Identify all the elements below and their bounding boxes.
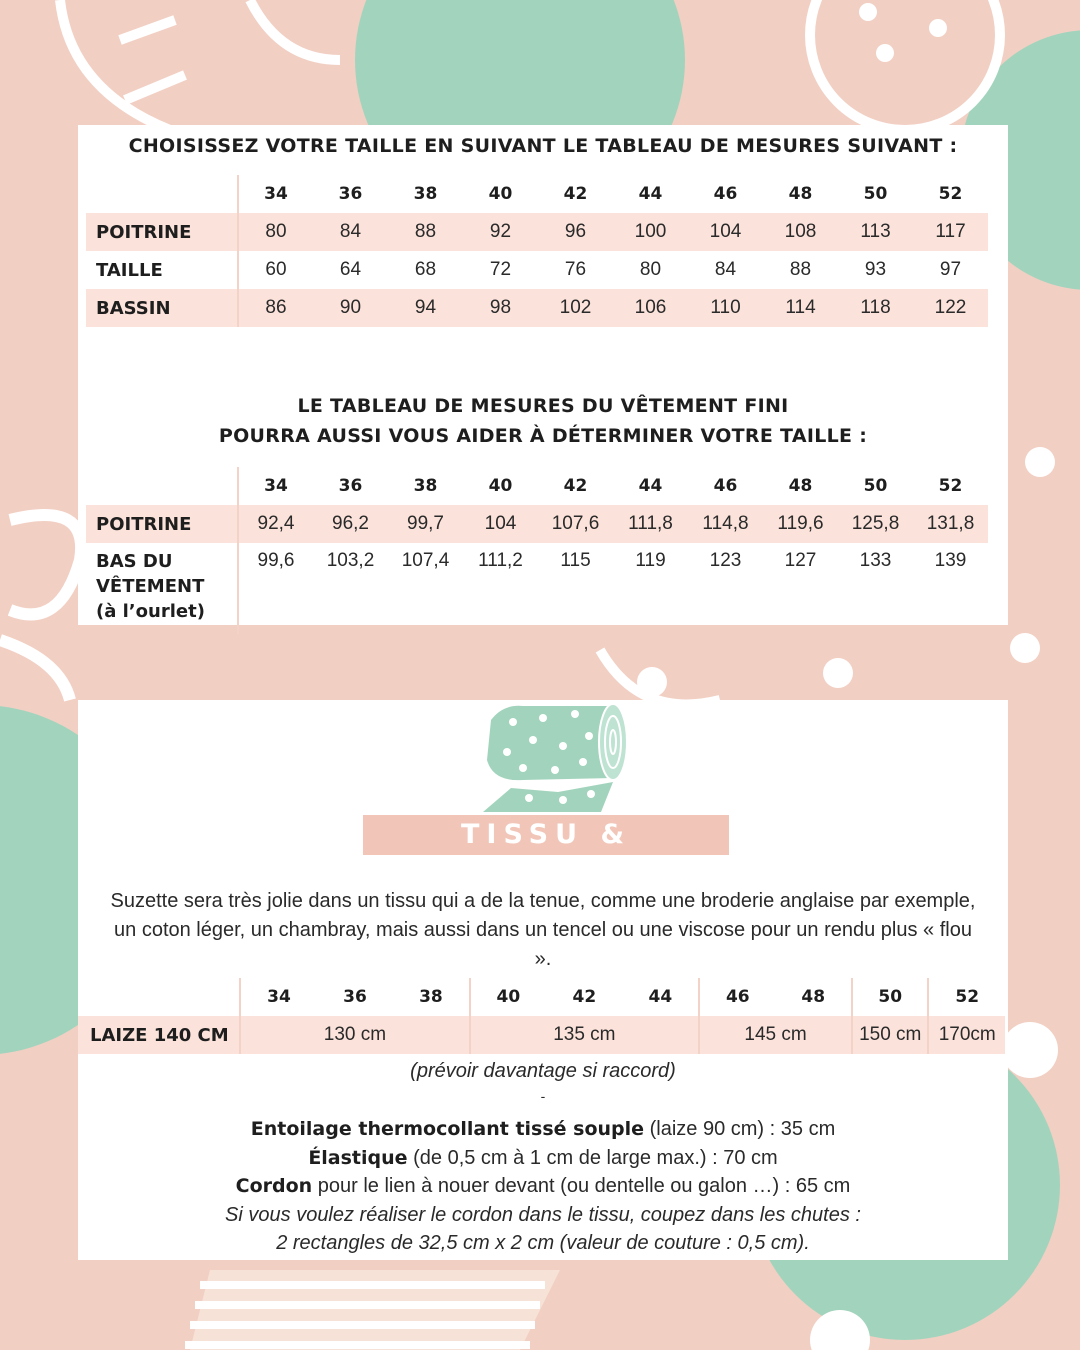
measurement-cell: 84 [313,213,388,251]
row-label: LAIZE 140 CM [78,1016,240,1054]
elastic-line [78,1144,1008,1173]
row-label: TAILLE [86,251,238,289]
cord-line [78,1172,1008,1201]
finished-garment-title-line1: LE TABLEAU DE MESURES DU VÊTEMENT FINI [297,395,789,417]
empty-header-cell [78,978,240,1016]
cord-tip-line1: Si vous voulez réaliser le cordon dans le tissu, coupez dans les chutes : [225,1203,861,1226]
size-header: 48 [788,476,813,496]
table-row [86,251,988,289]
measurement-cell: 119 [635,550,666,571]
row-label: BASSIN [86,289,238,327]
size-header: 46 [725,987,750,1007]
measurement-cell: 80 [639,259,662,280]
size-header: 44 [638,476,663,496]
measurement-cell: 68 [414,259,437,280]
measurement-cell: 100 [613,213,688,251]
size-header: 52 [938,476,963,496]
size-header: 46 [713,476,738,496]
measurement-cell: 114 [763,289,838,327]
size-header: 52 [938,184,963,204]
measurement-cell: 88 [388,213,463,251]
measurement-cell: 99,7 [388,505,463,543]
size-header: 38 [393,978,469,1016]
measurement-cell: 72 [489,259,512,280]
interfacing-line [78,1115,1008,1144]
size-header: 38 [413,476,438,496]
measurement-cell: 131,8 [913,505,988,543]
yardage-cell: 145 cm [699,1016,852,1054]
table-row [78,1016,1005,1054]
size-header: 40 [488,184,513,204]
measurement-cell: 122 [913,289,988,327]
measurement-cell: 114,8 [688,505,763,543]
measurement-cell: 104 [463,505,538,543]
yardage-cell: 170cm [928,1016,1005,1054]
measurement-cell: 111,2 [478,550,523,571]
measurement-cell: 115 [560,550,591,571]
fabric-description: Suzette sera très jolie dans un tissu qui a de la tenue, comme une broderie anglaise par exemple, un coton léger, un chambray, mais aussi dans un tencel ou une viscose pour un rendu plus « flou ». [110,890,976,970]
empty-header-cell [86,175,238,213]
measurement-cell: 107,6 [538,505,613,543]
size-header: 34 [264,184,288,204]
measurement-cell: 90 [313,289,388,327]
separator: - [540,1088,546,1104]
measurement-cell: 60 [265,259,287,280]
measurement-cell: 102 [538,289,613,327]
row-label [86,543,238,634]
measurement-cell: 123 [709,550,742,571]
cord-detail: pour le lien à nouer devant (ou dentelle ou galon …) : 65 cm [312,1175,851,1197]
table-row [86,289,988,327]
elastic-label: Élastique [308,1146,408,1169]
measurement-cell: 133 [859,550,892,571]
measurement-cell: 76 [564,259,587,280]
measurement-cell: 125,8 [838,505,913,543]
measurement-cell: 99,6 [257,550,295,571]
finished-garment-title-line2: POURRA AUSSI VOUS AIDER À DÉTERMINER VOTRE TAILLE : [218,425,868,447]
size-header: 50 [863,476,888,496]
body-measurements-title: CHOISISSEZ VOTRE TAILLE EN SUIVANT LE TABLEAU DE MESURES SUIVANT : [128,135,958,157]
interfacing-detail: (laize 90 cm) : 35 cm [644,1118,836,1140]
measurement-cell: 84 [714,259,737,280]
measurement-cell: 119,6 [763,505,838,543]
measurement-cell: 139 [934,550,967,571]
fabric-yardage-table [78,978,1005,1054]
table-row [86,543,988,634]
row-label-line: VÊTEMENT [96,576,205,597]
size-header: 40 [496,987,521,1007]
measurement-cell: 94 [388,289,463,327]
body-measurements-table [86,175,988,327]
fabric-panel [78,700,1008,1260]
interfacing-label: Entoilage thermocollant tissé souple [250,1118,645,1140]
size-header: 48 [776,978,852,1016]
finished-garment-title [78,391,1008,451]
size-header: 48 [788,184,813,204]
size-header: 40 [488,476,513,496]
size-header: 36 [338,476,363,496]
measurement-cell: 88 [789,259,812,280]
fabric-roll-icon [463,700,643,818]
cord-label: Cordon [235,1175,313,1197]
measurement-cell: 127 [784,550,817,571]
measurement-cell: 108 [763,213,838,251]
section-title-banner: TISSU & MERCERIE [363,815,729,855]
finished-garment-table [86,467,988,634]
size-header: 42 [563,476,588,496]
measurement-cell: 92 [463,213,538,251]
size-header: 34 [267,987,291,1007]
size-header: 34 [264,476,288,496]
body-measurements-panel [78,125,1008,625]
row-label: POITRINE [86,213,238,251]
yardage-cell: 150 cm [852,1016,928,1054]
size-header-row [86,175,988,213]
notions-list [78,1115,1008,1258]
measurement-cell: 97 [939,259,962,280]
measurement-cell: 96 [538,213,613,251]
size-header: 36 [343,987,367,1007]
yardage-cell: 135 cm [470,1016,699,1054]
table-row [86,505,988,543]
measurement-cell: 110 [688,289,763,327]
size-header: 46 [713,184,738,204]
measurement-cell: 86 [238,289,313,327]
size-header: 42 [563,184,588,204]
empty-header-cell [86,467,238,505]
measurement-cell: 111,8 [613,505,688,543]
cord-tip-line2: 2 rectangles de 32,5 cm x 2 cm (valeur de couture : 0,5 cm). [276,1232,810,1254]
size-header: 52 [955,987,980,1007]
size-header: 50 [863,184,888,204]
measurement-cell: 64 [339,259,362,280]
measurement-cell: 80 [238,213,313,251]
measurement-cell: 113 [838,213,913,251]
row-label-line: (à l’ourlet) [96,601,205,622]
measurement-cell: 118 [838,289,913,327]
row-label-line: BAS DU [96,551,173,572]
size-header: 50 [852,978,928,1016]
size-header: 38 [413,184,438,204]
measurement-cell: 98 [463,289,538,327]
size-header-row [86,467,988,505]
yardage-cell: 130 cm [240,1016,469,1054]
measurement-cell: 107,4 [401,550,450,571]
elastic-detail: (de 0,5 cm à 1 cm de large max.) : 70 cm [407,1146,778,1169]
measurement-cell: 93 [864,259,887,280]
measurement-cell: 106 [613,289,688,327]
size-header: 42 [572,987,597,1007]
table-row [86,213,988,251]
measurement-cell: 117 [913,213,988,251]
size-header: 44 [623,978,699,1016]
size-header: 36 [338,184,363,204]
pattern-matching-note: (prévoir davantage si raccord) [410,1060,676,1082]
measurement-cell: 103,2 [326,550,375,571]
measurement-cell: 104 [688,213,763,251]
size-header-row [78,978,1005,1016]
row-label: POITRINE [86,505,238,543]
measurement-cell: 96,2 [313,505,388,543]
size-header: 44 [638,184,663,204]
measurement-cell: 92,4 [238,505,313,543]
